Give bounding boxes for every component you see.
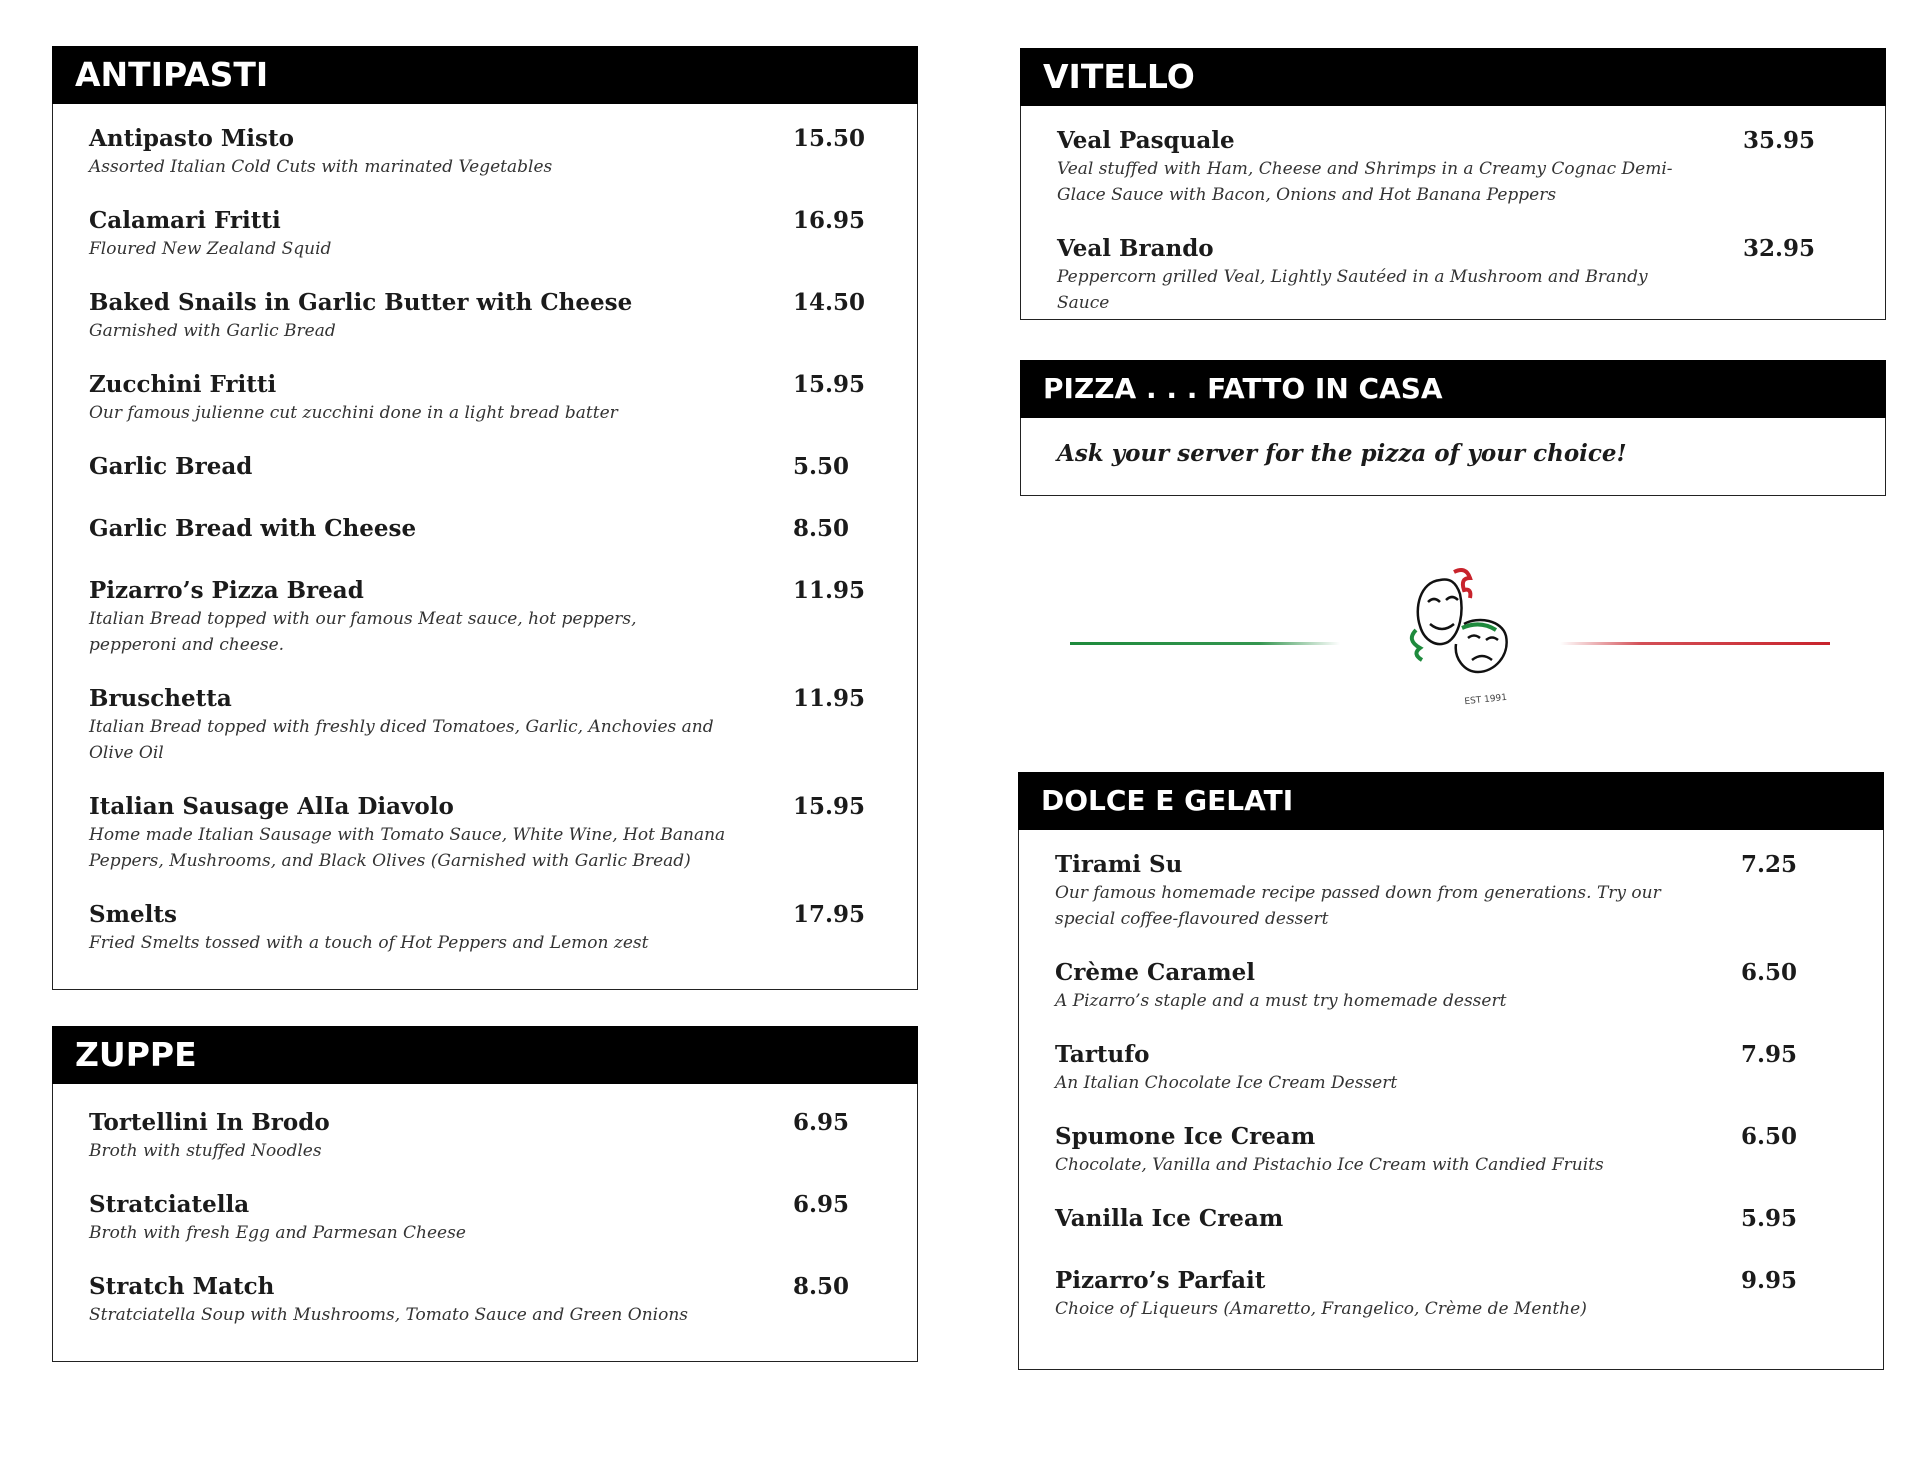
item-name: Tortellini In Brodo [89,1109,330,1136]
item-name: Garlic Bread with Cheese [89,515,417,542]
menu-item [1055,1266,1823,1322]
item-description: Garnished with Garlic Bread [89,321,336,341]
item-description: Peppercorn grilled Veal, Lightly Sautéed in a Mushroom and Brandy Sauce [1057,267,1648,313]
item-description: Our famous homemade recipe passed down from generations. Try our special coffee-flavoured dessert [1055,883,1661,929]
item-description: Assorted Italian Cold Cuts with marinated Vegetables [89,157,553,177]
menu-item [1055,1204,1823,1234]
restaurant-logo [1068,560,1838,720]
item-price: 15.95 [793,371,866,398]
item-price: 15.50 [793,125,866,152]
masks-logo-icon [1068,560,1838,720]
zuppe-section [52,1026,918,1362]
item-price: 17.95 [793,901,866,928]
menu-item [1055,850,1823,932]
vitello-title: VITELLO [1020,48,1886,106]
menu-item [89,1272,857,1328]
menu-item [89,452,857,482]
item-description: Home made Italian Sausage with Tomato Sauce, White Wine, Hot Banana Peppers, Mushrooms, and Black Olives (Garnished with Garlic Bread) [89,825,726,871]
dolce-list [1019,830,1883,1368]
antipasti-list [53,104,917,1002]
item-name: Garlic Bread [89,453,253,480]
item-price: 7.25 [1741,851,1798,878]
item-name: Antipasto Misto [89,125,294,152]
zuppe-title: ZUPPE [52,1026,918,1084]
item-description: Floured New Zealand Squid [89,239,332,259]
item-description: Broth with fresh Egg and Parmesan Cheese [89,1223,466,1243]
menu-item [89,900,866,956]
menu-item [89,1108,857,1164]
item-description: Italian Bread topped with our famous Meat sauce, hot peppers, pepperoni and cheese. [89,609,637,655]
menu-item [89,514,857,544]
item-price: 6.50 [1741,1123,1798,1150]
item-description: Fried Smelts tossed with a touch of Hot Peppers and Lemon zest [89,933,649,953]
antipasti-title: ANTIPASTI [52,46,918,104]
item-description: An Italian Chocolate Ice Cream Dessert [1055,1073,1398,1093]
item-price: 11.95 [793,685,866,712]
item-price: 6.95 [793,1191,850,1218]
menu-item [1055,958,1823,1014]
item-name: Tartufo [1055,1041,1150,1068]
item-price: 15.95 [793,793,866,820]
menu-item [1057,234,1825,316]
item-price: 5.95 [1741,1205,1798,1232]
item-name: Pizarro’s Parfait [1055,1267,1266,1294]
item-name: Bruschetta [89,685,232,712]
pizza-section [1020,360,1886,496]
menu-item [1055,1040,1823,1096]
item-description: A Pizarro’s staple and a must try homemade dessert [1055,991,1507,1011]
item-price: 5.50 [793,453,850,480]
item-name: Spumone Ice Cream [1055,1123,1316,1150]
menu-item [89,792,866,874]
item-name: Stratciatella [89,1191,250,1218]
pizza-note: Ask your server for the pizza of your choice! [1057,440,1627,467]
item-description: Veal stuffed with Ham, Cheese and Shrimps in a Creamy Cognac Demi-Glace Sauce with Bacon, Onions and Hot Banana Peppers [1057,159,1673,205]
logo-est: EST 1991 [1464,692,1508,708]
item-description: Broth with stuffed Noodles [89,1141,322,1161]
menu-item [89,370,866,426]
pizza-title: PIZZA . . . FATTO IN CASA [1020,360,1886,418]
menu-item [89,684,866,766]
menu-item [89,1190,857,1246]
green-line [1070,642,1340,645]
item-name: Zucchini Fritti [89,371,277,398]
item-name: Tirami Su [1055,851,1183,878]
zuppe-list [53,1084,917,1374]
red-line [1560,642,1830,645]
item-price: 32.95 [1743,235,1816,262]
item-name: Crème Caramel [1055,959,1255,986]
item-price: 7.95 [1741,1041,1798,1068]
item-price: 11.95 [793,577,866,604]
vitello-section [1020,48,1886,320]
menu-item [89,124,866,180]
menu-item [89,206,866,262]
item-name: Stratch Match [89,1273,275,1300]
item-name: Veal Brando [1057,235,1214,262]
item-price: 8.50 [793,515,850,542]
item-description: Italian Bread topped with freshly diced Tomatoes, Garlic, Anchovies and Olive Oil [89,717,714,763]
item-description: Our famous julienne cut zucchini done in a light bread batter [89,403,618,423]
item-name: Italian Sausage AlIa Diavolo [89,793,454,820]
dolce-title: DOLCE E GELATI [1018,772,1884,830]
item-name: Smelts [89,901,177,928]
dolce-section [1018,772,1884,1370]
item-price: 16.95 [793,207,866,234]
item-price: 6.50 [1741,959,1798,986]
menu-item [89,576,866,658]
item-name: Calamari Fritti [89,207,281,234]
item-price: 9.95 [1741,1267,1798,1294]
menu-item [1057,126,1825,208]
item-description: Stratciatella Soup with Mushrooms, Tomato Sauce and Green Onions [89,1305,689,1325]
item-name: Veal Pasquale [1057,127,1235,154]
item-name: Vanilla Ice Cream [1055,1205,1284,1232]
item-name: Pizarro’s Pizza Bread [89,577,364,604]
vitello-list [1021,106,1885,362]
item-price: 35.95 [1743,127,1816,154]
menu-item [1055,1122,1823,1178]
item-name: Baked Snails in Garlic Butter with Cheese [89,289,633,316]
item-price: 8.50 [793,1273,850,1300]
item-description: Chocolate, Vanilla and Pistachio Ice Cream with Candied Fruits [1055,1155,1604,1175]
antipasti-section [52,46,918,990]
item-description: Choice of Liqueurs (Amaretto, Frangelico, Crème de Menthe) [1055,1299,1587,1319]
menu-item [89,288,866,344]
item-price: 6.95 [793,1109,850,1136]
item-price: 14.50 [793,289,866,316]
